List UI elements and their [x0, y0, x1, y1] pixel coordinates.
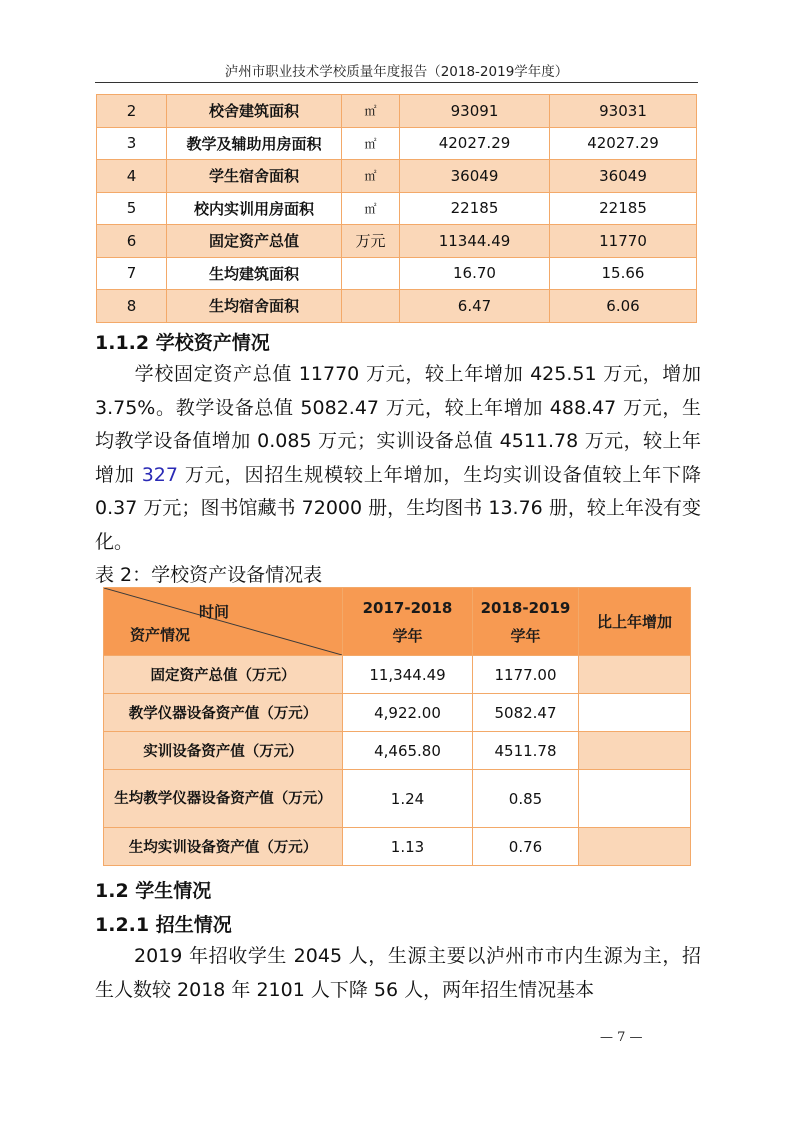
- item-unit: [342, 290, 400, 323]
- asset-name: 生均实训设备资产值（万元）: [104, 828, 343, 866]
- item-name: 生均建筑面积: [167, 257, 342, 290]
- diagonal-header-cell: [104, 588, 343, 656]
- section-heading-enrollment: 1.2.1 招生情况: [95, 914, 232, 936]
- value-2017-2018: 4,922.00: [343, 694, 473, 732]
- table-row: [97, 160, 697, 193]
- item-name: 学生宿舍面积: [167, 160, 342, 193]
- page-number: — 7 —: [600, 1030, 643, 1045]
- asset-name: 生均教学仪器设备资产值（万元）: [104, 770, 343, 828]
- value-prev-year: 6.47: [400, 290, 550, 323]
- header-year-2018-2019: [473, 588, 579, 656]
- header-rule: [95, 82, 698, 83]
- value-increase: [579, 770, 691, 828]
- value-2018-2019: 0.85: [473, 770, 579, 828]
- table-row: [97, 192, 697, 225]
- value-increase: [579, 694, 691, 732]
- header-year-unit: 学年: [510, 626, 541, 645]
- table-header-row: [104, 588, 691, 656]
- row-number: 4: [97, 160, 167, 193]
- value-prev-year: 93091: [400, 95, 550, 128]
- value-this-year: 6.06: [550, 290, 697, 323]
- item-name: 固定资产总值: [167, 225, 342, 258]
- facilities-table: [96, 94, 697, 323]
- value-prev-year: 36049: [400, 160, 550, 193]
- value-this-year: 36049: [550, 160, 697, 193]
- value-this-year: 93031: [550, 95, 697, 128]
- value-2018-2019: 4511.78: [473, 732, 579, 770]
- header-time-label: 时间: [199, 603, 230, 621]
- header-increase: 比上年增加: [579, 588, 691, 656]
- running-header: 泸州市职业技术学校质量年度报告（2018-2019学年度）: [224, 64, 569, 80]
- value-this-year: 11770: [550, 225, 697, 258]
- value-2017-2018: 4,465.80: [343, 732, 473, 770]
- value-prev-year: 22185: [400, 192, 550, 225]
- table-row: [97, 257, 697, 290]
- row-number: 3: [97, 127, 167, 160]
- value-this-year: 22185: [550, 192, 697, 225]
- asset-name: 实训设备资产值（万元）: [104, 732, 343, 770]
- header-asset-label: 资产情况: [130, 626, 191, 644]
- value-2017-2018: 11,344.49: [343, 656, 473, 694]
- table-row: [104, 694, 691, 732]
- item-name: 校内实训用房面积: [167, 192, 342, 225]
- row-number: 6: [97, 225, 167, 258]
- table-row: [104, 770, 691, 828]
- value-prev-year: 11344.49: [400, 225, 550, 258]
- header-year-range: 2018-2019: [480, 598, 571, 617]
- table-row: [97, 290, 697, 323]
- header-year-unit: 学年: [392, 626, 423, 645]
- assets-paragraph-part-b: 万元，因招生规模较上年增加，生均实训设备值较上年下降 0.37 万元；图书馆藏书 72000 册，生均图书 13.76 册，较上年没有变化。: [95, 463, 701, 553]
- value-increase: [579, 656, 691, 694]
- item-unit: [342, 257, 400, 290]
- header-year-range: 2017-2018: [362, 598, 453, 617]
- value-this-year: 15.66: [550, 257, 697, 290]
- table-row: [104, 828, 691, 866]
- row-number: 7: [97, 257, 167, 290]
- asset-equipment-table: [103, 587, 691, 866]
- value-prev-year: 16.70: [400, 257, 550, 290]
- asset-name: 教学仪器设备资产值（万元）: [104, 694, 343, 732]
- value-increase: [579, 828, 691, 866]
- section-heading-students: 1.2 学生情况: [95, 880, 212, 902]
- item-unit: 万元: [342, 225, 400, 258]
- row-number: 5: [97, 192, 167, 225]
- item-unit: ㎡: [342, 95, 400, 128]
- value-2018-2019: 5082.47: [473, 694, 579, 732]
- assets-paragraph: [95, 358, 701, 559]
- table-row: [104, 732, 691, 770]
- assets-paragraph-part-a: 学校固定资产总值 11770 万元，较上年增加 425.51 万元，增加 3.75%。教学设备总值 5082.47 万元，较上年增加 488.47 万元，生均教学设备值增加 0.085 万元；实训设备总值 4511.78 万元，较上年增加: [95, 363, 701, 486]
- enrollment-paragraph: [95, 940, 701, 1007]
- item-unit: ㎡: [342, 160, 400, 193]
- item-name: 教学及辅助用房面积: [167, 127, 342, 160]
- table-caption: 表 2：学校资产设备情况表: [95, 564, 323, 586]
- table-row: [104, 656, 691, 694]
- value-2018-2019: 0.76: [473, 828, 579, 866]
- value-2017-2018: 1.13: [343, 828, 473, 866]
- enrollment-paragraph-text: 2019 年招收学生 2045 人，生源主要以泸州市市内生源为主，招生人数较 2018 年 2101 人下降 56 人，两年招生情况基本: [95, 945, 701, 1001]
- item-unit: ㎡: [342, 192, 400, 225]
- item-name: 校舍建筑面积: [167, 95, 342, 128]
- highlighted-value: 327: [141, 463, 178, 486]
- section-heading-assets: 1.1.2 学校资产情况: [95, 332, 270, 354]
- row-number: 2: [97, 95, 167, 128]
- asset-name: 固定资产总值（万元）: [104, 656, 343, 694]
- value-increase: [579, 732, 691, 770]
- value-2018-2019: 1177.00: [473, 656, 579, 694]
- table-row: [97, 95, 697, 128]
- value-prev-year: 42027.29: [400, 127, 550, 160]
- table-row: [97, 225, 697, 258]
- header-year-2017-2018: [343, 588, 473, 656]
- table-row: [97, 127, 697, 160]
- row-number: 8: [97, 290, 167, 323]
- item-name: 生均宿舍面积: [167, 290, 342, 323]
- value-this-year: 42027.29: [550, 127, 697, 160]
- item-unit: ㎡: [342, 127, 400, 160]
- value-2017-2018: 1.24: [343, 770, 473, 828]
